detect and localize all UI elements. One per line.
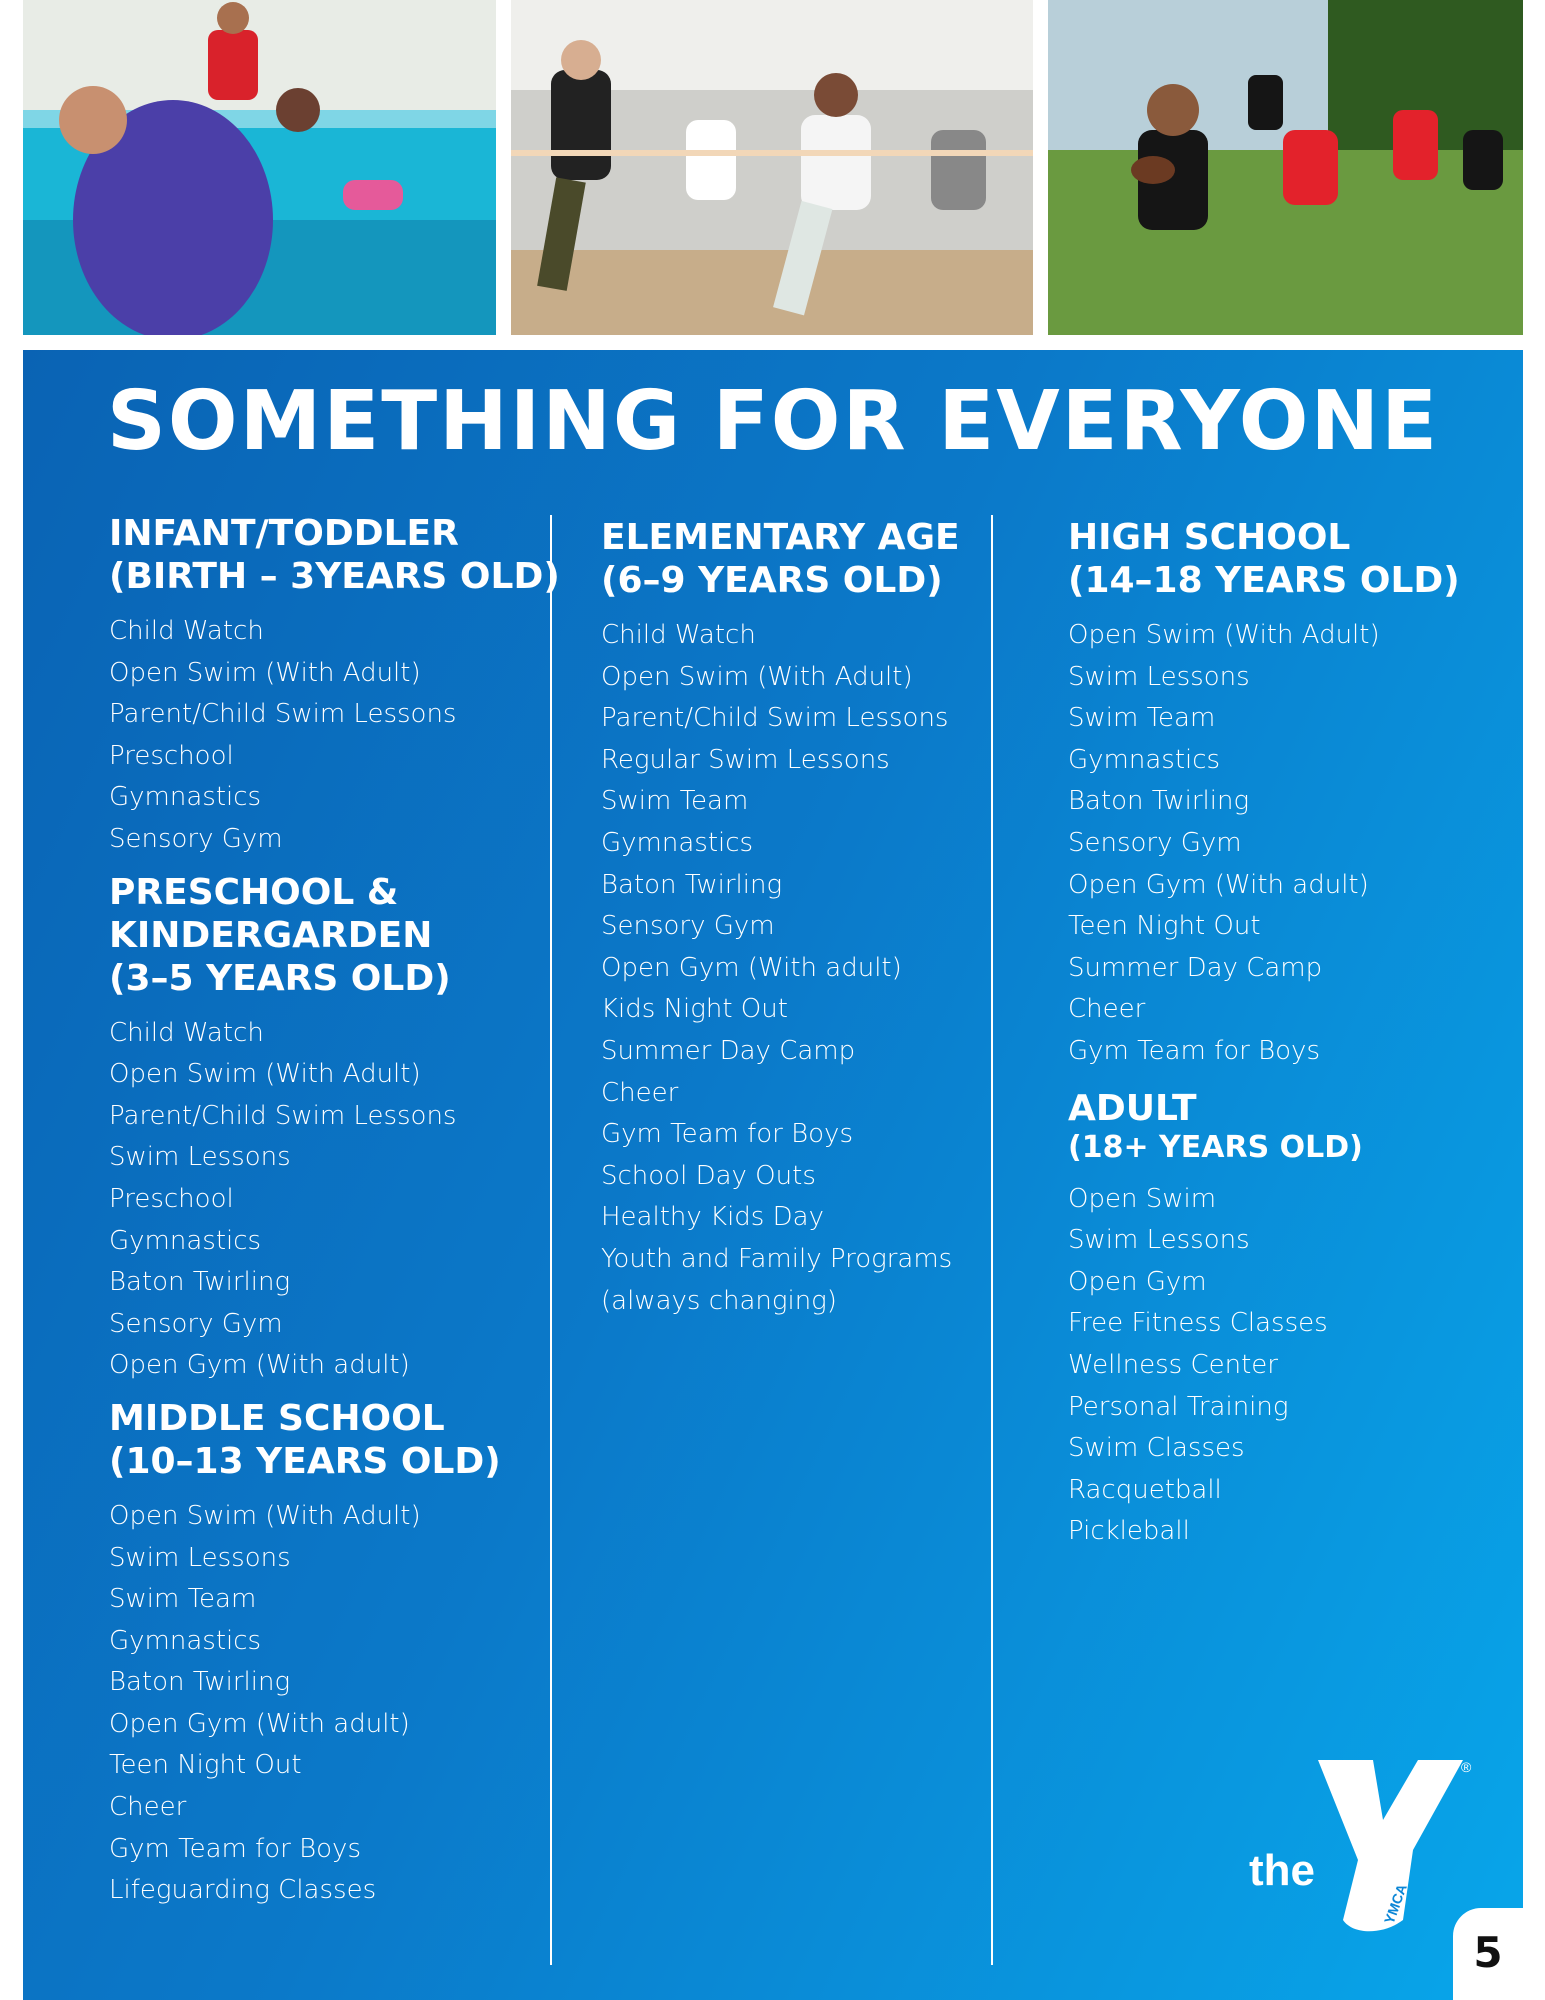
list-item: Open Gym (With adult)	[1068, 869, 1369, 900]
list-item: Gymnastics	[109, 782, 262, 813]
list-item: Healthy Kids Day	[601, 1202, 824, 1233]
section-title-line: KINDERGARDEN	[109, 914, 433, 956]
section-subtitle: (18+ YEARS OLD)	[1068, 1129, 1363, 1165]
section-middle-school	[109, 1397, 560, 1912]
section-title-line: (14–18 YEARS OLD)	[1068, 560, 1460, 601]
program-list	[109, 611, 560, 861]
program-list	[601, 615, 960, 1322]
fitness-class-photo	[511, 0, 1033, 335]
section-title-line: HIGH SCHOOL	[1068, 517, 1351, 558]
section-elementary-age	[601, 516, 960, 1322]
list-item: Swim Lessons	[1068, 1225, 1250, 1256]
list-item: Preschool	[109, 740, 234, 771]
list-item: Racquetball	[1068, 1474, 1222, 1505]
page-headline: SOMETHING FOR EVERYONE	[106, 374, 1440, 469]
list-item: Cheer	[109, 1792, 187, 1823]
list-item: Youth and Family Programs	[601, 1243, 953, 1274]
list-item: Open Gym (With adult)	[109, 1350, 410, 1381]
list-item: Parent/Child Swim Lessons	[109, 699, 457, 730]
program-list	[109, 1496, 560, 1912]
list-item: Open Gym (With adult)	[109, 1708, 410, 1739]
list-item: Sensory Gym	[109, 823, 283, 854]
section-preschool-kindergarden	[109, 871, 560, 1387]
list-item: Swim Lessons	[109, 1542, 291, 1573]
column-left	[109, 512, 560, 1922]
list-item: Open Swim (With Adult)	[109, 1500, 421, 1531]
list-item: Teen Night Out	[1068, 911, 1261, 942]
list-item: Child Watch	[109, 1017, 264, 1048]
list-item: Swim Team	[1068, 703, 1216, 734]
program-list	[1068, 1179, 1460, 1553]
section-title-line: ADULT	[1068, 1087, 1197, 1129]
list-item: Gym Team for Boys	[1068, 1035, 1320, 1066]
list-item: Preschool	[109, 1183, 234, 1214]
list-item: Open Swim	[1068, 1183, 1217, 1214]
list-item: Parent/Child Swim Lessons	[109, 1100, 457, 1131]
list-item: Gymnastics	[109, 1625, 262, 1656]
section-high-school	[1068, 516, 1460, 1073]
section-title-line: INFANT/TODDLER	[109, 513, 459, 554]
program-list	[1068, 615, 1460, 1073]
list-item: Summer Day Camp	[1068, 952, 1323, 983]
section-title	[109, 871, 560, 1000]
list-item: Personal Training	[1068, 1391, 1289, 1422]
list-item: Parent/Child Swim Lessons	[601, 703, 949, 734]
list-item: Cheer	[1068, 994, 1146, 1025]
list-item: Baton Twirling	[109, 1667, 291, 1698]
list-item: School Day Outs	[601, 1160, 816, 1191]
section-title-line: (6–9 YEARS OLD)	[601, 560, 943, 601]
list-item: Gymnastics	[109, 1225, 262, 1256]
list-item: Sensory Gym	[1068, 827, 1242, 858]
list-item: Sensory Gym	[109, 1308, 283, 1339]
list-item: Open Swim (With Adult)	[1068, 620, 1380, 650]
list-item: Swim Lessons	[109, 1142, 291, 1173]
list-item: Swim Lessons	[1068, 661, 1250, 692]
list-item: Regular Swim Lessons	[601, 744, 890, 775]
list-item: Summer Day Camp	[601, 1035, 856, 1066]
page-number: 5	[1473, 1928, 1503, 1977]
logo-the-text: the	[1249, 1846, 1315, 1895]
ymca-logo	[1233, 1750, 1483, 1940]
list-item: Gymnastics	[1068, 744, 1221, 775]
section-adult	[1068, 1087, 1460, 1553]
section-title	[1068, 516, 1460, 602]
section-title-line: ELEMENTARY AGE	[601, 517, 960, 558]
list-item: Wellness Center	[1068, 1349, 1278, 1380]
section-title-line: PRESCHOOL &	[109, 871, 399, 913]
registered-mark: ®	[1461, 1759, 1472, 1775]
program-list	[109, 1013, 560, 1387]
section-title-line: (10–13 YEARS OLD)	[109, 1440, 501, 1482]
page-number-badge	[1453, 1908, 1523, 2000]
list-item: Baton Twirling	[109, 1267, 291, 1298]
list-item: Child Watch	[109, 616, 264, 646]
swim-lesson-photo	[23, 0, 496, 335]
list-item: Teen Night Out	[109, 1750, 302, 1781]
column-right	[1068, 516, 1460, 1563]
logo-ymca-text: YMCA	[1380, 1881, 1410, 1927]
flag-football-photo	[1048, 0, 1523, 335]
column-middle	[601, 516, 960, 1332]
section-title-line: MIDDLE SCHOOL	[109, 1397, 445, 1439]
list-item: Gymnastics	[601, 827, 754, 858]
list-item: Swim Classes	[1068, 1433, 1245, 1464]
column-divider	[991, 515, 993, 1965]
section-title	[109, 512, 560, 598]
list-item: Lifeguarding Classes	[109, 1875, 377, 1906]
list-item: Kids Night Out	[601, 994, 788, 1025]
list-item: Swim Team	[109, 1584, 257, 1615]
list-item: Open Swim (With Adult)	[601, 661, 913, 692]
list-item: Baton Twirling	[1068, 786, 1250, 817]
list-item: Free Fitness Classes	[1068, 1308, 1328, 1339]
section-title-line: (BIRTH – 3YEARS OLD)	[109, 556, 560, 597]
section-title-line: (3–5 YEARS OLD)	[109, 957, 451, 999]
section-title	[601, 516, 960, 602]
list-item: Gym Team for Boys	[601, 1119, 853, 1150]
list-item: Open Swim (With Adult)	[109, 657, 421, 688]
list-item: Pickleball	[1068, 1516, 1190, 1547]
list-item: Child Watch	[601, 620, 756, 650]
list-item: Open Gym	[1068, 1266, 1207, 1297]
list-item: (always changing)	[601, 1285, 837, 1316]
section-infant-toddler	[109, 512, 560, 861]
list-item: Cheer	[601, 1077, 679, 1108]
list-item: Gym Team for Boys	[109, 1833, 361, 1864]
list-item: Open Gym (With adult)	[601, 952, 902, 983]
list-item: Sensory Gym	[601, 911, 775, 942]
list-item: Baton Twirling	[601, 869, 783, 900]
programs-panel	[23, 350, 1523, 2000]
list-item: Open Swim (With Adult)	[109, 1059, 421, 1090]
section-title	[1068, 1087, 1460, 1130]
list-item: Swim Team	[601, 786, 749, 817]
section-title	[109, 1397, 560, 1483]
